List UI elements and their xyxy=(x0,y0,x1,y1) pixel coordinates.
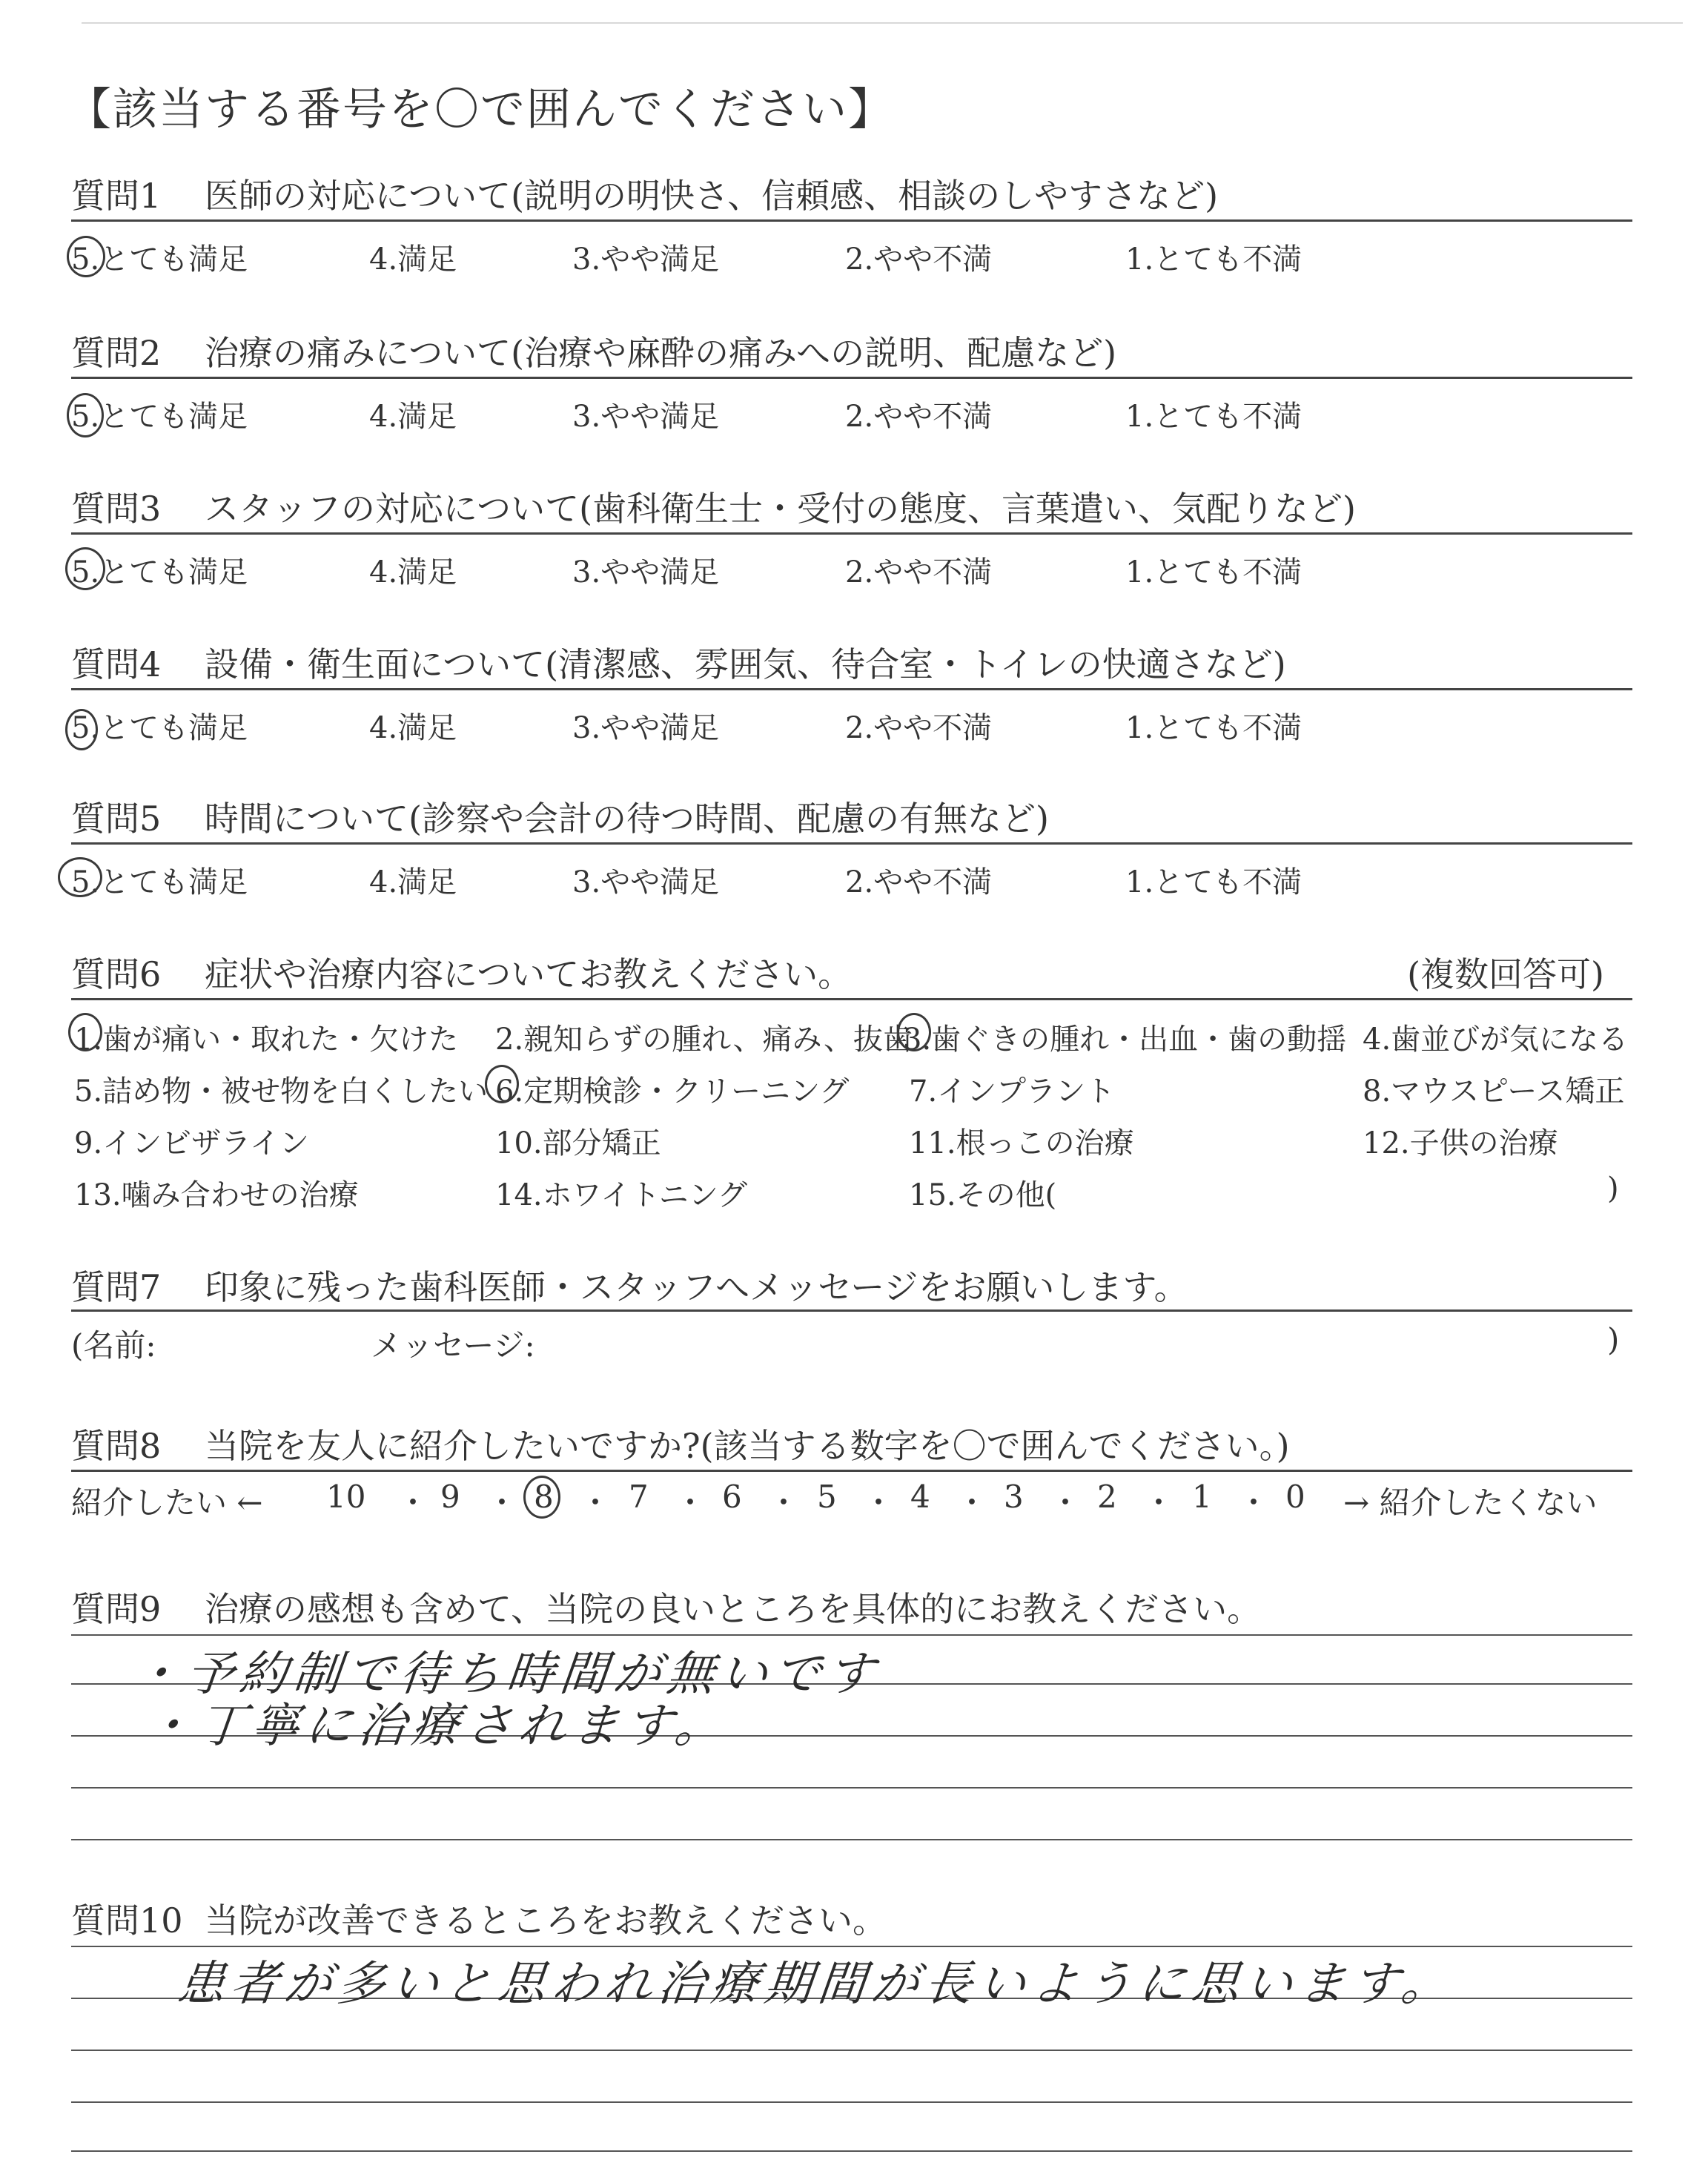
q8-score-7[interactable]: 7 xyxy=(629,1479,649,1515)
question-10-title xyxy=(71,1894,887,1943)
question-9-text: 治療の感想も含めて、当院の良いところを具体的にお教えください。 xyxy=(205,1589,1262,1629)
question-7-rule xyxy=(71,1309,1632,1312)
question-2-text: 治療の痛みについて(治療や麻酔の痛みへの説明、配慮など) xyxy=(205,333,1117,373)
q1-selection-circle xyxy=(67,236,105,277)
q8-separator: ・ xyxy=(1050,1484,1082,1521)
q3-option-1[interactable]: 1.とても不満 xyxy=(1125,555,1302,589)
q1-option-1[interactable]: 1.とても不満 xyxy=(1125,242,1302,277)
q9-answer-line-4 xyxy=(71,1787,1632,1789)
q3-option-5[interactable]: 5.とても満足 xyxy=(71,555,248,589)
question-7-title xyxy=(71,1261,1188,1309)
q2-option-2[interactable]: 2.やや不満 xyxy=(845,400,993,434)
q8-separator: ・ xyxy=(956,1484,988,1521)
q6-item-14[interactable]: 14.ホワイトニング xyxy=(495,1178,748,1212)
q6-item-15[interactable]: 15.その他( xyxy=(909,1178,1057,1212)
question-6-title xyxy=(71,948,852,997)
q4-option-1[interactable]: 1.とても不満 xyxy=(1125,711,1302,745)
question-8-rule xyxy=(71,1470,1632,1472)
q2-option-5[interactable]: 5.とても満足 xyxy=(71,400,248,434)
form-header: 【該当する番号を〇で囲んでください】 xyxy=(67,84,894,136)
q5-option-2[interactable]: 2.やや不満 xyxy=(845,865,993,899)
q6-item-3[interactable]: 3.歯ぐきの腫れ・出血・歯の動揺 xyxy=(903,1023,1347,1057)
question-10-text: 当院が改善できるところをお教えください。 xyxy=(205,1900,887,1941)
q8-score-5[interactable]: 5 xyxy=(817,1479,837,1515)
q6-circle-item-1 xyxy=(68,1013,102,1051)
q10-handwritten-answer-1: 患者が多いと思われ治療期間が長いように思います。 xyxy=(174,1957,1458,2012)
question-8-title xyxy=(71,1419,1290,1468)
question-2-rule xyxy=(71,377,1632,379)
q6-item-4[interactable]: 4.歯並びが気になる xyxy=(1363,1023,1629,1057)
q5-option-4[interactable]: 4.満足 xyxy=(369,865,457,899)
q6-item-2[interactable]: 2.親知らずの腫れ、痛み、抜歯 xyxy=(495,1023,913,1057)
q4-option-3[interactable]: 3.やや満足 xyxy=(572,711,720,745)
question-5-text: 時間について(診察や会計の待つ時間、配慮の有無など) xyxy=(205,799,1049,839)
q8-separator: ・ xyxy=(397,1484,429,1521)
question-10-number: 質問10 xyxy=(71,1900,183,1941)
q2-option-1[interactable]: 1.とても不満 xyxy=(1125,400,1302,434)
q8-left-label: 紹介したい ← xyxy=(71,1484,263,1521)
q2-option-4[interactable]: 4.満足 xyxy=(369,400,457,434)
q6-item-9[interactable]: 9.インビザライン xyxy=(74,1126,309,1160)
question-2-title xyxy=(71,326,1116,375)
q6-item-7[interactable]: 7.インプラント xyxy=(909,1074,1116,1109)
question-5-rule xyxy=(71,842,1632,845)
q8-score-10[interactable]: 10 xyxy=(326,1479,366,1515)
q10-answer-line-5 xyxy=(71,2150,1632,2152)
q8-score-9[interactable]: 9 xyxy=(440,1479,460,1515)
question-6-note: (複数回答可) xyxy=(1407,954,1604,994)
question-6-number: 質問6 xyxy=(71,954,162,994)
q2-option-3[interactable]: 3.やや満足 xyxy=(572,400,720,434)
question-5-title xyxy=(71,792,1049,841)
q6-item-12[interactable]: 12.子供の治療 xyxy=(1363,1126,1558,1160)
question-4-text: 設備・衛生面について(清潔感、雰囲気、待合室・トイレの快適さなど) xyxy=(205,644,1286,684)
q1-option-5[interactable]: 5.とても満足 xyxy=(71,242,248,277)
q7-close-paren: ) xyxy=(1607,1321,1620,1358)
q8-score-0[interactable]: 0 xyxy=(1285,1479,1305,1515)
q4-option-5[interactable]: 5.とても満足 xyxy=(71,711,248,745)
q8-separator: ・ xyxy=(768,1484,800,1521)
q6-item-10[interactable]: 10.部分矯正 xyxy=(495,1126,661,1160)
q8-score-1[interactable]: 1 xyxy=(1192,1479,1212,1515)
q1-option-4[interactable]: 4.満足 xyxy=(369,242,457,277)
q6-circle-item-3 xyxy=(897,1013,931,1051)
q9-handwritten-answer-1: ・予約制で待ち時間が無いです xyxy=(130,1647,884,1702)
top-border xyxy=(82,22,1683,24)
q6-item-13[interactable]: 13.噛み合わせの治療 xyxy=(74,1178,359,1212)
question-1-title xyxy=(71,169,1218,218)
question-8-number: 質問8 xyxy=(71,1426,162,1466)
question-9-number: 質問9 xyxy=(71,1589,162,1629)
question-3-number: 質問3 xyxy=(71,489,162,529)
question-8-text: 当院を友人に紹介したいですか?(該当する数字を〇で囲んでください。) xyxy=(205,1426,1290,1466)
q2-selection-circle xyxy=(67,393,104,437)
q3-selection-circle xyxy=(65,547,105,590)
q8-separator: ・ xyxy=(486,1484,518,1521)
question-1-text: 医師の対応について(説明の明快さ、信頼感、相談のしやすさなど) xyxy=(205,176,1219,216)
q10-answer-line-4 xyxy=(71,2101,1632,2103)
q9-answer-line-5 xyxy=(71,1839,1632,1840)
question-2-number: 質問2 xyxy=(71,333,162,373)
q1-option-3[interactable]: 3.やや満足 xyxy=(572,242,720,277)
question-4-rule xyxy=(71,688,1632,690)
q6-other-close: ) xyxy=(1607,1172,1619,1206)
q5-option-3[interactable]: 3.やや満足 xyxy=(572,865,720,899)
q8-separator: ・ xyxy=(1238,1484,1270,1521)
question-1-number: 質問1 xyxy=(71,176,162,216)
question-6-rule xyxy=(71,998,1632,1000)
q4-option-2[interactable]: 2.やや不満 xyxy=(845,711,993,745)
question-3-rule xyxy=(71,532,1632,535)
q4-option-4[interactable]: 4.満足 xyxy=(369,711,457,745)
question-7-number: 質問7 xyxy=(71,1267,162,1307)
q8-score-8[interactable]: 8 xyxy=(534,1479,554,1515)
question-3-title xyxy=(71,482,1356,531)
q7-message-label: メッセージ: xyxy=(371,1327,535,1364)
question-6-text: 症状や治療内容についてお教えください。 xyxy=(205,954,853,994)
q8-right-label: → 紹介したくない xyxy=(1343,1484,1598,1521)
q8-separator: ・ xyxy=(580,1484,612,1521)
question-1-rule xyxy=(71,219,1632,222)
question-4-title xyxy=(71,638,1286,687)
question-3-text: スタッフの対応について(歯科衛生士・受付の態度、言葉遣い、気配りなど) xyxy=(205,489,1356,529)
q6-item-11[interactable]: 11.根っこの治療 xyxy=(909,1126,1134,1160)
question-5-number: 質問5 xyxy=(71,799,162,839)
q6-item-8[interactable]: 8.マウスピース矯正 xyxy=(1363,1074,1625,1109)
q6-item-5[interactable]: 5.詰め物・被せ物を白くしたい xyxy=(74,1074,489,1109)
q5-option-1[interactable]: 1.とても不満 xyxy=(1125,865,1302,899)
q9-handwritten-answer-2: ・丁寧に治療されます。 xyxy=(142,1699,732,1754)
q8-separator: ・ xyxy=(863,1484,895,1521)
q6-item-6[interactable]: 6.定期検診・クリーニング xyxy=(495,1074,850,1109)
q8-score-2[interactable]: 2 xyxy=(1097,1479,1117,1515)
q6-item-1[interactable]: 1.歯が痛い・取れた・欠けた xyxy=(74,1023,459,1057)
question-7-text: 印象に残った歯科医師・スタッフへメッセージをお願いします。 xyxy=(205,1267,1188,1307)
q5-selection-circle xyxy=(58,857,102,897)
question-4-number: 質問4 xyxy=(71,644,162,684)
q6-circle-item-6 xyxy=(485,1065,519,1103)
q8-selection-circle xyxy=(523,1476,560,1519)
q3-option-2[interactable]: 2.やや不満 xyxy=(845,555,993,589)
q8-separator: ・ xyxy=(1143,1484,1175,1521)
q10-answer-line-3 xyxy=(71,2050,1632,2051)
q3-option-4[interactable]: 4.満足 xyxy=(369,555,457,589)
q5-option-5[interactable]: 5.とても満足 xyxy=(71,865,248,899)
q3-option-3[interactable]: 3.やや満足 xyxy=(572,555,720,589)
q4-selection-circle xyxy=(65,709,98,750)
question-9-title xyxy=(71,1582,1261,1631)
q8-score-3[interactable]: 3 xyxy=(1004,1479,1024,1515)
q8-separator: ・ xyxy=(675,1484,706,1521)
q7-name-label: (名前: xyxy=(71,1327,156,1364)
q1-option-2[interactable]: 2.やや不満 xyxy=(845,242,993,277)
q8-score-4[interactable]: 4 xyxy=(910,1479,930,1515)
q8-score-6[interactable]: 6 xyxy=(722,1479,742,1515)
